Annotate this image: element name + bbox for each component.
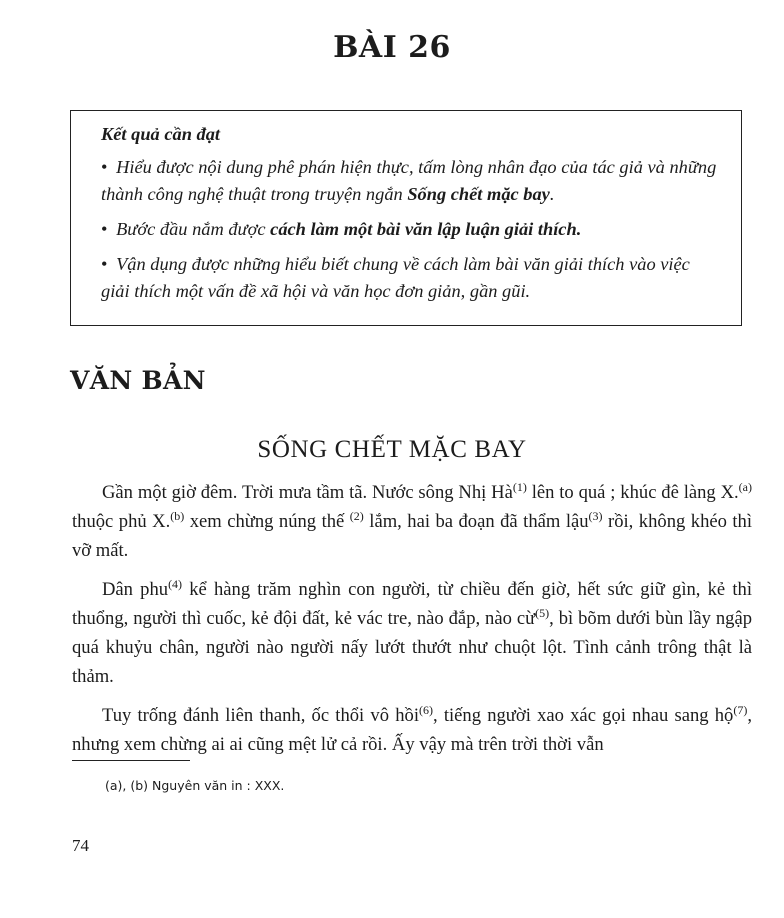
footnote-ref: (3) xyxy=(588,508,603,523)
bullet: • xyxy=(101,157,108,177)
footnote-ref: (6) xyxy=(418,702,433,717)
text-run: xem chừng núng thế xyxy=(184,511,350,532)
text-run: Dân phu xyxy=(102,579,169,600)
bullet: • xyxy=(101,254,108,274)
text-run: Gần một giờ đêm. Trời mưa tầm tã. Nước sông Nhị Hà xyxy=(102,482,513,503)
footnote-ref: (2) xyxy=(349,508,364,523)
paragraph xyxy=(72,478,752,565)
footnote-ref: (7) xyxy=(733,702,748,717)
goal-item xyxy=(101,251,723,305)
goals-heading: Kết quả cần đạt xyxy=(101,124,221,144)
goal-text: Vận dụng được những hiểu biết chung về cách làm bài văn giải thích vào việc giải thích một vấn đề xã hội và văn học đơn giản, gần gũi. xyxy=(101,254,690,301)
text-run: , tiếng người xao xác gọi nhau sang hộ xyxy=(432,705,734,726)
page-number: 74 xyxy=(72,836,89,855)
footnote-ref: (a) xyxy=(738,479,752,494)
goal-item xyxy=(101,154,723,208)
footnote-ref: (5) xyxy=(535,605,550,620)
text-run: lắm, hai ba đoạn đã thẩm lậu xyxy=(363,511,589,532)
text-run: lên to quá ; khúc đê làng X. xyxy=(526,482,739,503)
story-title: SỐNG CHẾT MẶC BAY xyxy=(257,436,527,463)
goal-emphasis: Sống chết mặc bay xyxy=(407,184,550,204)
goal-text-end: . xyxy=(549,184,555,204)
goal-item xyxy=(101,216,723,243)
story-body xyxy=(72,478,752,769)
footnote-ref: (1) xyxy=(512,479,527,494)
text-run: thuộc phủ X. xyxy=(72,511,171,532)
text-run: , bì bõm dưới bùn lầy ngập quá khuỷu chân, người nào người nấy lướt thướt như chuột lột. Tình cảnh trông thật là thảm. xyxy=(72,608,753,687)
goal-text: Hiểu được nội dung phê phán hiện thực, tấm lòng nhân đạo của tác giả và những thành công nghệ thuật trong truyện ngắn xyxy=(101,157,717,204)
goal-text: Bước đầu nắm được xyxy=(116,219,271,239)
footnote-ref: (4) xyxy=(168,576,183,591)
paragraph xyxy=(72,701,752,759)
text-run: , nhưng xem chừng ai ai cũng mệt lử cả rồi. Ấy vậy mà trên trời thời vẫn xyxy=(72,705,752,755)
paragraph xyxy=(72,575,752,691)
section-heading: VĂN BẢN xyxy=(70,366,206,395)
lesson-title: BÀI 26 xyxy=(333,30,451,65)
learning-goals-box xyxy=(70,110,742,326)
text-run: rồi, không khéo thì vỡ mất. xyxy=(72,511,753,561)
text-run: Tuy trống đánh liên thanh, ốc thổi vô hồi xyxy=(102,705,419,726)
footnote: (a), (b) Nguyên văn in : XXX. xyxy=(105,778,285,793)
footnote-divider xyxy=(72,760,190,761)
text-run: kể hàng trăm nghìn con người, từ chiều đến giờ, hết sức giữ gìn, kẻ thì thuổng, người thì cuốc, kẻ đội đất, kẻ vác tre, nào đắp, nào cừ xyxy=(72,579,752,629)
footnote-ref: (b) xyxy=(170,508,185,523)
bullet: • xyxy=(101,219,108,239)
goal-emphasis: cách làm một bài văn lập luận giải thích. xyxy=(270,219,582,239)
